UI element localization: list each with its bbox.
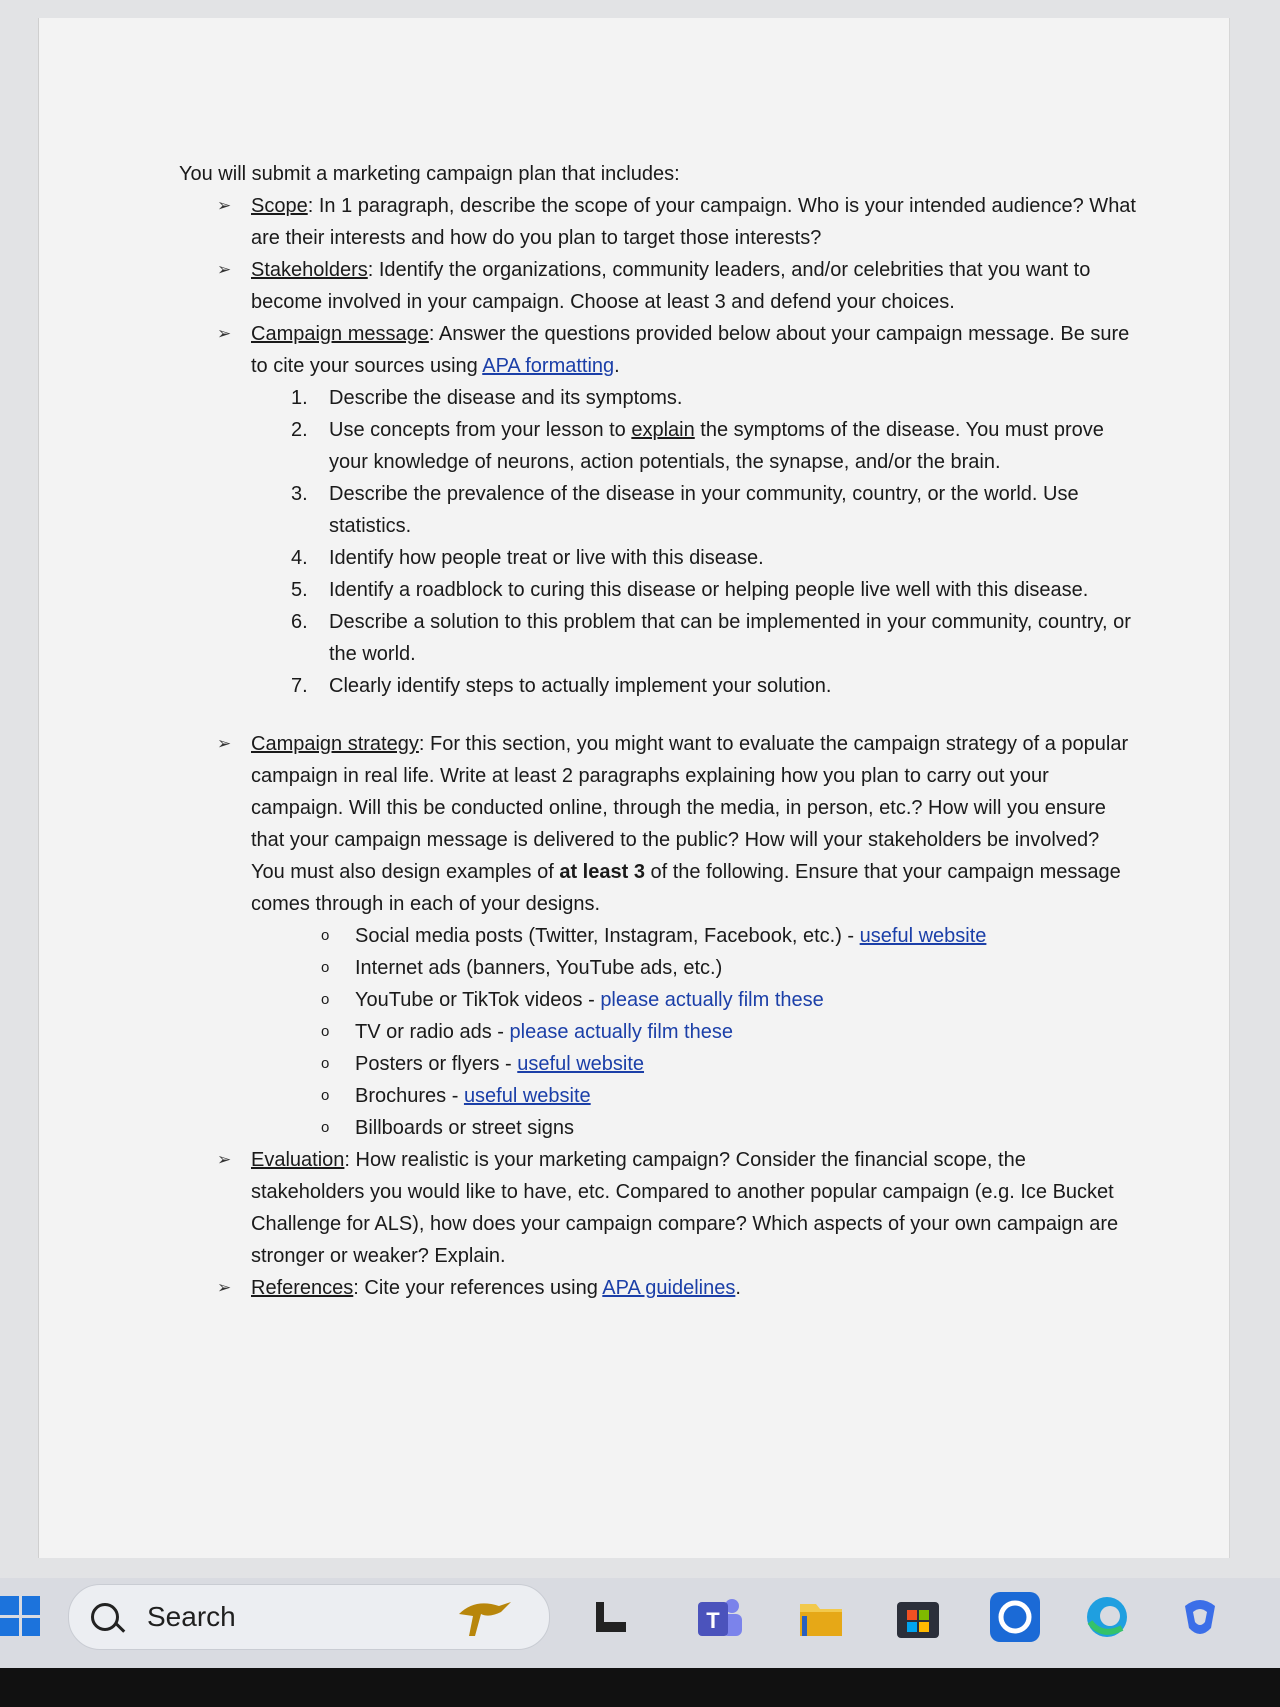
question-number: 5. bbox=[291, 579, 308, 601]
question-emphasis: explain bbox=[631, 419, 695, 441]
option-text: Brochures - bbox=[355, 1085, 464, 1107]
useful-website-link[interactable]: useful website bbox=[859, 925, 987, 947]
design-text: of the following. Ensure that your campaign message comes through in each of your designs. bbox=[251, 861, 1121, 915]
apa-formatting-link[interactable]: APA formatting bbox=[482, 355, 615, 377]
question-item bbox=[179, 574, 1139, 606]
question-number: 7. bbox=[291, 675, 308, 697]
option-text: TV or radio ads - bbox=[355, 1021, 510, 1043]
document-page bbox=[38, 18, 1230, 1558]
document-body bbox=[179, 158, 1139, 1304]
question-item bbox=[179, 606, 1139, 670]
scope-text: : In 1 paragraph, describe the scope of your campaign. Who is your intended audience? What are their interests and how do you plan to target those interests? bbox=[251, 195, 1136, 249]
design-bold: at least 3 bbox=[559, 861, 645, 883]
question-number: 1. bbox=[291, 387, 308, 409]
arrow-bullet-icon: ➢ bbox=[217, 196, 232, 215]
design-option bbox=[179, 1048, 1139, 1080]
useful-website-link[interactable]: useful website bbox=[517, 1053, 645, 1075]
circle-bullet-icon: o bbox=[321, 1055, 330, 1072]
references-label: References bbox=[251, 1277, 354, 1299]
arrow-bullet-icon: ➢ bbox=[217, 734, 232, 753]
search-label: Search bbox=[147, 1601, 236, 1632]
option-text: Social media posts (Twitter, Instagram, Facebook, etc.) - bbox=[355, 925, 860, 947]
design-option bbox=[179, 920, 1139, 952]
scope-label: Scope bbox=[251, 195, 308, 217]
question-text: Describe the disease and its symptoms. bbox=[329, 387, 683, 409]
references-item bbox=[179, 1272, 1139, 1304]
cortana-icon[interactable] bbox=[990, 1592, 1040, 1642]
question-number: 2. bbox=[291, 419, 308, 441]
search-icon bbox=[91, 1603, 119, 1631]
edge-icon[interactable] bbox=[1082, 1592, 1132, 1642]
circle-bullet-icon: o bbox=[321, 1087, 330, 1104]
stakeholders-item bbox=[179, 254, 1139, 318]
campaign-strategy-item bbox=[179, 728, 1139, 856]
option-text: YouTube or TikTok videos - bbox=[355, 989, 601, 1011]
question-text: Clearly identify steps to actually implement your solution. bbox=[329, 675, 832, 697]
question-text: Identify a roadblock to curing this disease or helping people live well with this disease. bbox=[329, 579, 1089, 601]
question-number: 4. bbox=[291, 547, 308, 569]
evaluation-item bbox=[179, 1144, 1139, 1272]
option-text: Billboards or street signs bbox=[355, 1117, 574, 1139]
bottom-bezel bbox=[0, 1668, 1280, 1707]
question-text: Describe the prevalence of the disease in your community, country, or the world. Use statistics. bbox=[329, 483, 1079, 537]
file-explorer-icon[interactable] bbox=[796, 1592, 846, 1642]
intro-text: You will submit a marketing campaign plan that includes: bbox=[179, 163, 680, 185]
option-text: Internet ads (banners, YouTube ads, etc.) bbox=[355, 957, 723, 979]
question-text: Describe a solution to this problem that can be implemented in your community, country, or the world. bbox=[329, 611, 1131, 665]
question-item bbox=[179, 478, 1139, 542]
question-item bbox=[179, 670, 1139, 702]
question-item bbox=[179, 382, 1139, 414]
spacer bbox=[179, 702, 1139, 728]
svg-text:T: T bbox=[706, 1608, 720, 1633]
option-text: Posters or flyers - bbox=[355, 1053, 518, 1075]
question-text: Identify how people treat or live with this disease. bbox=[329, 547, 764, 569]
design-option bbox=[179, 984, 1139, 1016]
question-text: the symptoms of the disease. You must prove your knowledge of neurons, action potentials, the synapse, and/or the brain. bbox=[329, 419, 1104, 473]
design-option bbox=[179, 1016, 1139, 1048]
design-option bbox=[179, 952, 1139, 984]
evaluation-text: : How realistic is your marketing campaign? Consider the financial scope, the stakeholders you would like to have, etc. Compared to another popular campaign (e.g. Ice Bucket Challenge for ALS), how does your campaign compare? Which aspects of your own campaign are stronger or weaker? Explain. bbox=[251, 1149, 1119, 1267]
evaluation-label: Evaluation bbox=[251, 1149, 345, 1171]
campaign-strategy-label: Campaign strategy bbox=[251, 733, 419, 755]
campaign-message-label: Campaign message bbox=[251, 323, 429, 345]
scope-item bbox=[179, 190, 1139, 254]
circle-bullet-icon: o bbox=[321, 991, 330, 1008]
design-option bbox=[179, 1080, 1139, 1112]
bird-widget-icon[interactable] bbox=[455, 1592, 505, 1642]
circle-bullet-icon: o bbox=[321, 1023, 330, 1040]
taskbar bbox=[0, 1578, 1280, 1668]
useful-website-link[interactable]: useful website bbox=[463, 1085, 591, 1107]
question-number: 6. bbox=[291, 611, 308, 633]
punctuation: . bbox=[614, 355, 620, 377]
arrow-bullet-icon: ➢ bbox=[217, 324, 232, 343]
references-text: : Cite your references using bbox=[353, 1277, 603, 1299]
question-item bbox=[179, 414, 1139, 478]
design-option bbox=[179, 1112, 1139, 1144]
stakeholders-text: : Identify the organizations, community leaders, and/or celebrities that you want to become involved in your campaign. Choose at least 3 and defend your choices. bbox=[251, 259, 1091, 313]
option-note: please actually film these bbox=[509, 1021, 733, 1043]
stakeholders-label: Stakeholders bbox=[251, 259, 368, 281]
arrow-bullet-icon: ➢ bbox=[217, 1278, 232, 1297]
question-text: Use concepts from your lesson to bbox=[329, 419, 632, 441]
terminal-icon[interactable] bbox=[594, 1592, 634, 1642]
punctuation: . bbox=[735, 1277, 741, 1299]
arrow-bullet-icon: ➢ bbox=[217, 260, 232, 279]
question-item bbox=[179, 542, 1139, 574]
teams-icon[interactable] bbox=[694, 1592, 744, 1642]
apa-guidelines-link[interactable]: APA guidelines bbox=[602, 1277, 736, 1299]
campaign-strategy-text: : For this section, you might want to evaluate the campaign strategy of a popular campaign in real life. Write at least 2 paragraphs explaining how you plan to carry out your campaign. Will this be conducted online, through the media, in person, etc.? How will you ensure that your campaign message is delivered to the public? How will your stakeholders be involved? bbox=[251, 733, 1129, 851]
option-note: please actually film these bbox=[600, 989, 824, 1011]
circle-bullet-icon: o bbox=[321, 927, 330, 944]
design-text: You must also design examples of bbox=[251, 861, 560, 883]
microsoft-store-icon[interactable] bbox=[893, 1592, 943, 1642]
copilot-icon[interactable] bbox=[1175, 1592, 1225, 1642]
circle-bullet-icon: o bbox=[321, 1119, 330, 1136]
design-instructions bbox=[179, 856, 1139, 920]
windows-start-icon[interactable] bbox=[0, 1596, 40, 1636]
campaign-message-text: : Answer the questions provided below about your campaign message. Be sure to cite your sources using bbox=[251, 323, 1130, 377]
question-number: 3. bbox=[291, 483, 308, 505]
campaign-message-item bbox=[179, 318, 1139, 382]
circle-bullet-icon: o bbox=[321, 959, 330, 976]
arrow-bullet-icon: ➢ bbox=[217, 1150, 232, 1169]
